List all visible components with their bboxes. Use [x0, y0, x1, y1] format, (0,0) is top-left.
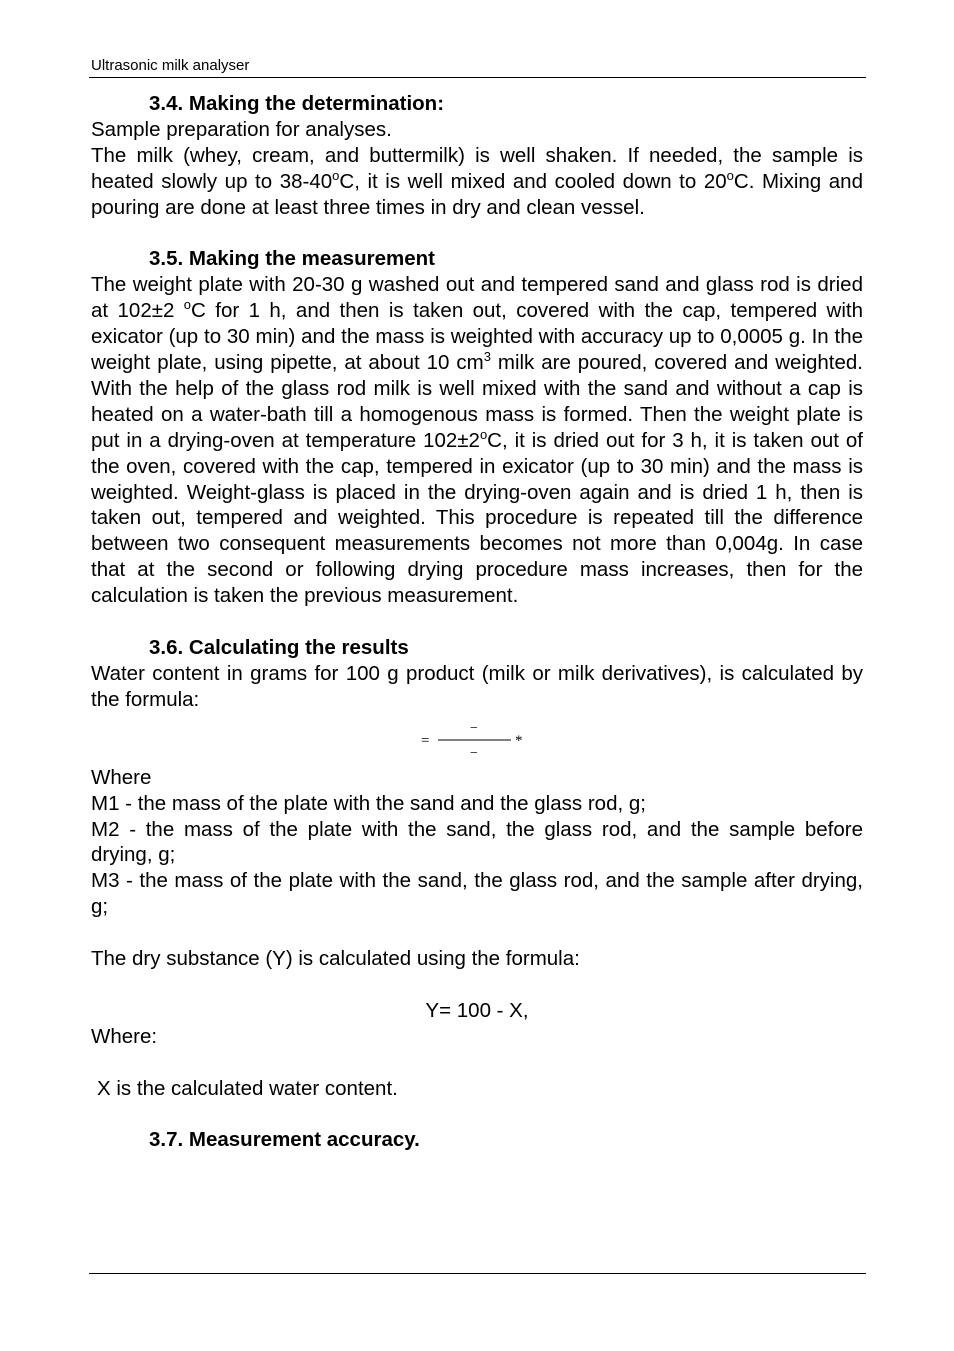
m3-definition: M3 - the mass of the plate with the sand, the glass rod, and the sample after drying, g; [91, 869, 863, 919]
where-label-2: Where: [91, 1024, 158, 1048]
formula-multiply: * [515, 732, 523, 749]
sample-prep-text: Sample preparation for analyses. [91, 117, 392, 141]
section-3-5-heading: 3.5. Making the measurement [149, 247, 435, 271]
page-body [91, 91, 863, 1153]
section-3-6-heading: 3.6. Calculating the results [149, 636, 409, 659]
dry-substance-formula: Y= 100 - X, [425, 998, 529, 1022]
section-3-4-heading: 3.4. Making the determination: [149, 92, 445, 115]
formula-numerator: − [470, 720, 478, 736]
running-header: Ultrasonic milk analyser [91, 57, 250, 74]
milk-prep-paragraph: The milk (whey, cream, and buttermilk) is well shaken. If needed, the sample is heated slowly up to 38-40$^o$C, it is well mixed and cooled down to 20$^o$C. Mixing and pouring are done at least three times in dry and clean vessel. [91, 143, 863, 219]
m2-definition: M2 - the mass of the plate with the sand, the glass rod, and the sample before drying, g; [91, 817, 863, 867]
water-content-formula [91, 713, 863, 765]
dry-substance-intro: The dry substance (Y) is calculated using the formula: [91, 947, 580, 971]
measurement-paragraph: The weight plate with 20-30 g washed out and tempered sand and glass rod is dried at 102±2 $^o$C for 1 h, and then is taken out, covered with the cap, tempered with exicator (up to 30 min) and the mass is weighted with accuracy up to 0,0005 g. In the weight plate, using pipette, at about 10 $cm^3$ milk are poured, covered and weighted. With the help of the glass rod milk is well mixed with the sand and without a cap is heated on a water-bath till a homogenous mass is formed. Then the weight plate is put in a drying-oven at temperature $102\pm 2^oC$, it is dried out for 3 h, it is taken out of the oven, covered with the cap, tempered in exicator (up to 30 min) and the mass is weighted. Weight-glass is placed in the drying-oven again and is dried 1 h, then is taken out, tempered and weighted. This procedure is repeated till the difference between two consequent measurements becomes not more than 0,004g. In case that at the second or following drying procedure mass increases, then for the calculation is taken the previous measurement. [91, 273, 864, 608]
formula-denominator: − [470, 745, 478, 761]
water-content-intro: Water content in grams for 100 g product (milk or milk derivatives), is calculated by the formula: [91, 661, 863, 711]
where-label: Where [91, 765, 152, 789]
x-definition: X is the calculated water content. [97, 1076, 398, 1100]
m1-definition: M1 - the mass of the plate with the sand and the glass rod, g; [91, 791, 646, 815]
header-rule [89, 77, 866, 78]
footer-rule [89, 1273, 866, 1274]
section-3-7-heading: 3.7. Measurement accuracy. [149, 1128, 420, 1152]
formula-graphic [418, 713, 528, 765]
formula-equals: = [421, 732, 430, 749]
